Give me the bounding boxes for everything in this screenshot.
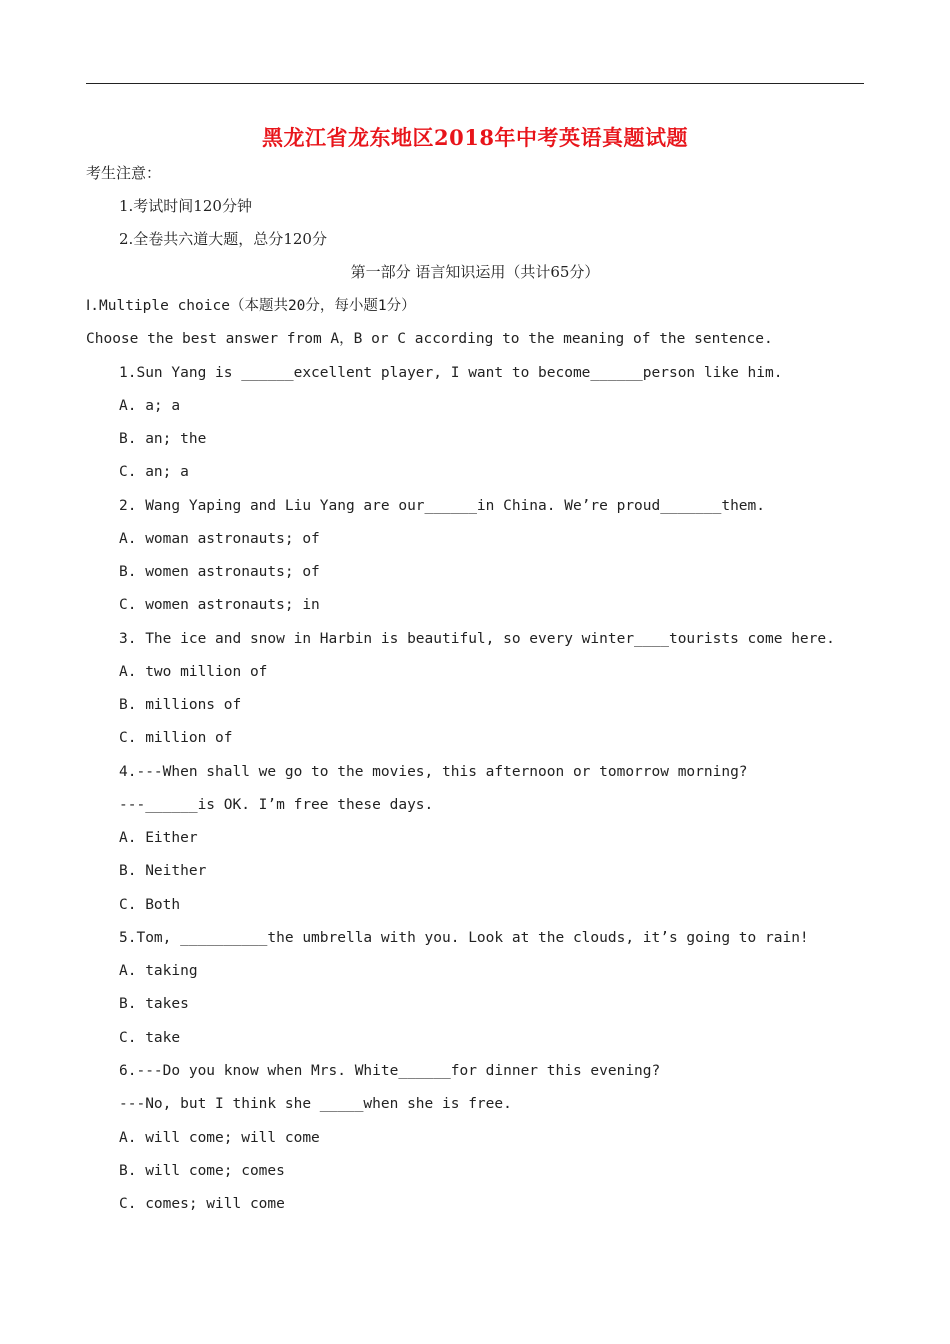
question-option: A. Either bbox=[119, 830, 198, 846]
notice-heading: 考生注意： bbox=[86, 164, 162, 182]
question-stem: 4.---When shall we go to the movies, this afternoon or tomorrow morning? bbox=[119, 764, 748, 780]
question-option: C. an; a bbox=[119, 464, 189, 480]
notice-item: 1.考试时间120分钟 bbox=[119, 197, 252, 215]
question-option: C. comes; will come bbox=[119, 1196, 285, 1212]
section-heading: Ⅰ.Multiple choice（本题共20分，每小题1分） bbox=[86, 298, 416, 314]
question-stem: 6.---Do you know when Mrs. White______for dinner this evening? bbox=[119, 1063, 661, 1079]
question-option: A. two million of bbox=[119, 664, 268, 680]
question-option: A. will come; will come bbox=[119, 1130, 320, 1146]
question-option: B. Neither bbox=[119, 863, 207, 879]
part-heading: 第一部分 语言知识运用（共计65分） bbox=[350, 263, 600, 281]
question-option: C. take bbox=[119, 1030, 181, 1046]
document-title: 黑龙江省龙东地区2018年中考英语真题试题 bbox=[262, 125, 688, 150]
question-stem: 3. The ice and snow in Harbin is beautiful, so every winter____tourists come here. bbox=[119, 631, 835, 647]
question-option: B. women astronauts; of bbox=[119, 564, 320, 580]
header-rule bbox=[86, 83, 864, 84]
question-stem: 2. Wang Yaping and Liu Yang are our______in China. We’re proud_______them. bbox=[119, 498, 766, 514]
question-stem-reply: ---No, but I think she _____when she is free. bbox=[119, 1096, 512, 1112]
notice-item: 2.全卷共六道大题，总分120分 bbox=[119, 230, 327, 248]
question-stem-reply: ---______is OK. I’m free these days. bbox=[119, 797, 434, 813]
question-option: C. Both bbox=[119, 897, 181, 913]
question-option: A. woman astronauts; of bbox=[119, 531, 320, 547]
question-option: C. women astronauts; in bbox=[119, 597, 320, 613]
question-option: B. an; the bbox=[119, 431, 207, 447]
question-option: C. million of bbox=[119, 730, 233, 746]
question-option: B. takes bbox=[119, 996, 189, 1012]
question-option: B. millions of bbox=[119, 697, 242, 713]
question-stem: 1.Sun Yang is ______excellent player, I want to become______person like him. bbox=[119, 365, 783, 381]
question-stem: 5.Tom, __________the umbrella with you. Look at the clouds, it’s going to rain! bbox=[119, 930, 809, 946]
instructions: Choose the best answer from A，B or C according to the meaning of the sentence. bbox=[86, 331, 773, 347]
question-option: A. a; a bbox=[119, 398, 181, 414]
question-option: A. taking bbox=[119, 963, 198, 979]
question-option: B. will come; comes bbox=[119, 1163, 285, 1179]
